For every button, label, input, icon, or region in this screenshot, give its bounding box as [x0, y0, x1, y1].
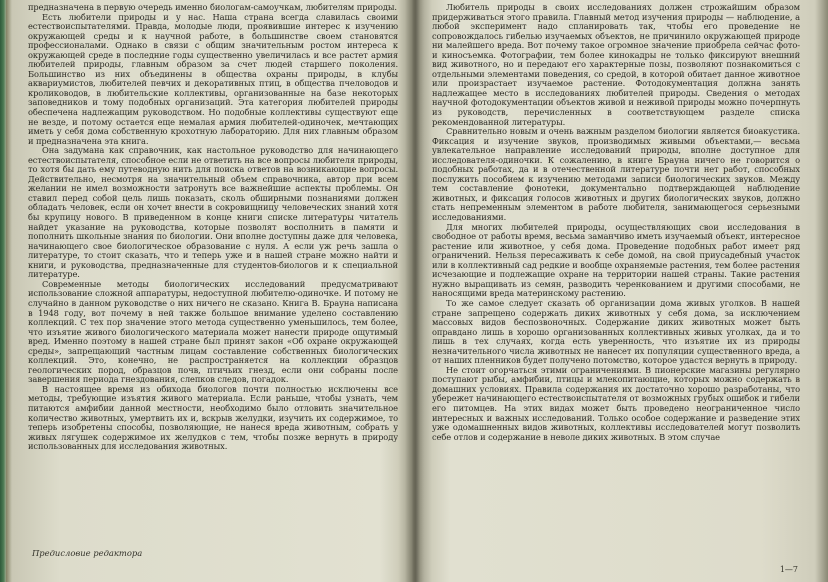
book-cover-edge — [0, 0, 6, 582]
signature-mark: 1—7 — [779, 565, 798, 574]
right-page-text — [432, 3, 800, 551]
left-page-text — [28, 3, 398, 543]
paragraph: предназначена в первую очередь именно биологам-самоучкам, любителям природы. — [28, 3, 397, 12]
paragraph: Для многих любителей природы, осуществляющих свои исследования в свободное от работы время, весьма заманчиво иметь изучаемый объект, интересное растение или животное, у себя дома. Проведение подобных работ имеет ряд ограничений. Нельзя пересаживать к себе домой, на свой приусадебный участок или в коллективный сад редкие и вообще охраняемые растения, тем более растения исчезающие и подлежащие охране на территории нашей страны. Такие растения нужно выращивать из семян, разводить черенкованием и другими способами, не наносящими вреда материнскому растению. — [432, 221, 800, 299]
paragraph: В настоящее время из обихода биологов почти полностью исключены все методы, требующие изъятия живого материала. Если раньше, чтобы узнать, чем питаются амфибии данной местности, необходимо было отловить значительное количество животных, умертвить их и, вскрыв желудки, изучить их содержимое, то теперь изобретены способы, позволяющие, не нанеся вреда животным, собрать у живых лягушек содержимое их желудков с тем, чтобы позже вернуть в природу использованных для исследования животных. — [28, 383, 398, 452]
paragraph: То же самое следует сказать об организации дома живых уголков. В нашей стране запрещено содержать диких животных у себя дома, за исключением массовых видов беспозвоночных. Содержание диких животных может быть оправдано лишь в хорошо организованных коллективных живых уголках, да и то лишь в тех случаях, когда есть уверенность, что изъятие их из природы незначительного числа животных не нанесет их популяции существенного вреда, а от наших пленников будет получено потомство, которое удастся вернуть в природу. — [432, 297, 800, 366]
running-footer: Предисловие редактора — [32, 548, 143, 558]
paragraph: Не стоит огорчаться этими ограничениями. В пионерские магазины регулярно поступают рыбы, амфибии, птицы и млекопитающие, которых можно содержать в домашних условиях. Правила содержания их достаточно хорошо разработаны, что убережет начинающего естествоиспытателя от возможных грубых ошибок и гибели его питомцев. На этих видах может быть проведено неограниченное число интересных и важных исследований. Только особое содержание и разведение этих уже одомашненных видов животных, коллективы исследователей могут позволить себе отлов и содержание в неволе диких животных. В этом случае — [432, 364, 800, 442]
paragraph: Сравнительно новым и очень важным разделом биологии является биоакустика. Фиксация и изучение звуков, производимых живыми объектами,— весьма увлекательное направление исследований природы, вполне доступное для исследователя-одиночки. К сожалению, в книге Брауна ничего не говорится о подобных работах, да и в отечественной литературе почти нет работ, способных послужить пособием к изучению методами записи биологических звуков. Между тем составление фонотеки, документально подтверждающей наблюдение животных, и фиксация голосов животных и других биологических звуков, должно стать непременным элементом в работе любителя, занимающегося серьезными исследованиями. — [432, 126, 800, 223]
left-page — [28, 0, 398, 582]
right-page — [432, 0, 800, 582]
book-gutter — [398, 0, 432, 582]
paragraph: Есть любители природы и у нас. Наша страна всегда славилась своими естествоиспытателями. Правда, молодые люди, проявившие интерес к изучению окружающей среды и к научной работе, в большинстве своем становятся профессионалами. Однако в связи с общим значительным ростом интереса к окружающей среде в последние годы существенно увеличилась и все растет армия любителей природы, главным образом за счет людей старшего поколения. Большинство из них объединены в общества охраны природы, в клубы аквариумистов, любителей певчих и декоративных птиц, в общества пчеловодов и кролиководов, в любительские коллективы, организованные на базе некоторых заповедников и тому подобных организаций. Эта категория любителей природы обеспечена надлежащим руководством. Но подобные коллективы существуют еще не везде, и потому остается еще немалая армия любителей-одиночек, мечтающих иметь у себя дома собственную крохотную лабораторию. Для них главным образом и предназначена эта книга. — [28, 11, 398, 146]
paragraph: Любитель природы в своих исследованиях должен строжайшим образом придерживаться этого правила. Главный метод изучения природы — наблюдение, а любой эксперимент надо спланировать так, чтобы его проведение не сопровождалось гибелью изучаемых объектов, не причинило окружающей природе ни малейшего вреда. Вот почему такое огромное значение приобрела сейчас фото- и киносъемка. Фотографии, тем более кинокадры не только фиксируют внешний вид животного, но и передают его характерные позы, позволяют познакомиться с отдельными элементами поведения, со средой, в которой обитает данное животное или произрастает изучаемое растение. Фотодокументация должна занять надлежащее место в исследованиях любителей природы. Сведения о методах научной фотодокументации объектов живой и неживой природы можно почерпнуть из руководств, перечисленных в соответствующем разделе списка рекомендованной литературы. — [432, 3, 800, 127]
paragraph: Современные методы биологических исследований предусматривают использование сложной аппаратуры, недоступной любителю-одиночке. И потому не случайно в данном руководстве о них ничего не сказано. Книга В. Брауна написана в 1948 году, вот почему в ней также большое внимание уделено составлению коллекций. С тех пор значение этого метода существенно уменьшилось, тем более, что изъятие живого биологического материала может нанести природе ощутимый вред. Именно поэтому в нашей стране был принят закон «Об охране окружающей среды», запрещающий частным лицам составление собственных биологических коллекций. Это, конечно, не распространяется на коллекции образцов геологических пород, образцов почв, птичьих гнезд, если они собраны после завершения периода гнездования, слепков следов, погадок. — [28, 278, 398, 385]
paragraph: Она задумана как справочник, как настольное руководство для начинающего естествоиспытателя, способное если не ответить на все вопросы любителя природы, то хотя бы дать ему путеводную нить для поиска ответов на возникающие вопросы. Действительно, несмотря на значительный объем справочника, автор при всем желании не имел возможности затронуть все важнейшие аспекты проблемы. Он ставил перед собой цель лишь показать, сколь обширными познаниями должен обладать человек, если он хочет внести в сокровищницу человеческих знаний хотя бы крупицу нового. В приведенном в конце книги списке литературы читатель найдет указание на руководства, которые позволят восполнить в памяти и пополнить школьные знания по биологии. Они вполне доступны даже для человека, начинающего свое биологическое образование с нуля. А если уж речь зашла о литературе, то стоит сказать, что и теперь уже и в нашей стране можно найти и книги, и руководства, предназначенные для студентов-биологов и к специальной литературе. — [28, 145, 398, 280]
